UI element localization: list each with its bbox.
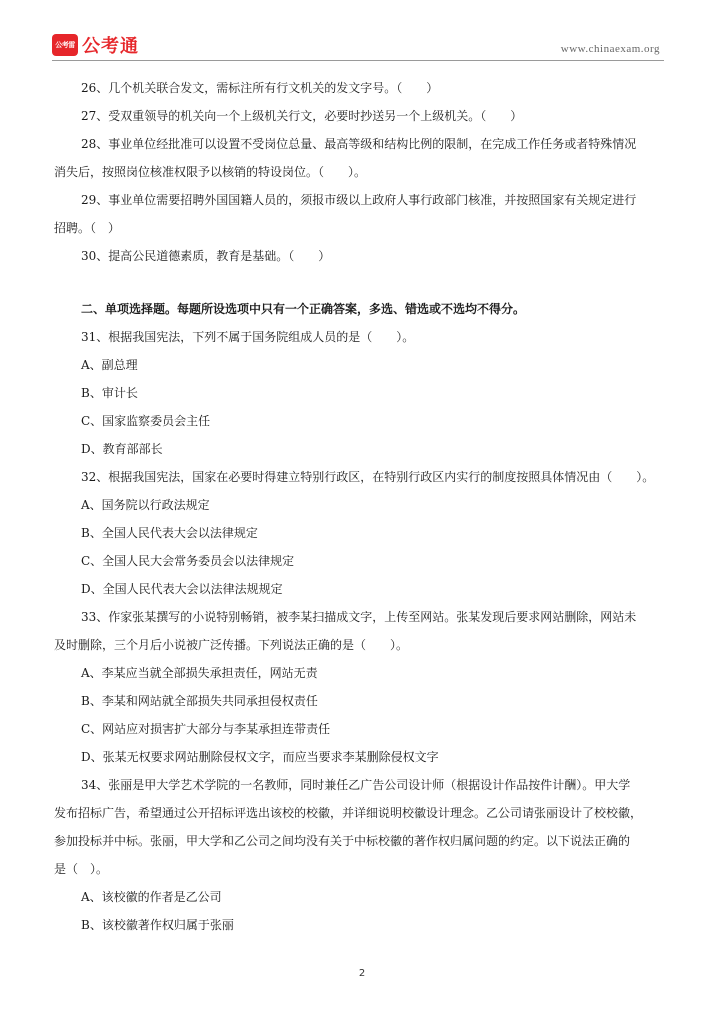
question-30: 30、提高公民道德素质，教育是基础。（ ）	[81, 249, 331, 263]
section-gap	[81, 273, 668, 298]
page-header	[52, 30, 664, 61]
question-31-stem: 31、根据我国宪法，下列不属于国务院组成人员的是（ ）。	[81, 330, 415, 344]
logo-badge: 公考雷	[52, 34, 78, 56]
question-29	[54, 189, 668, 245]
question-32-stem: 32、根据我国宪法，国家在必要时得建立特别行政区，在特别行政区内实行的制度按照具体情况由（ ）。	[81, 470, 655, 484]
question-31-option-d: D、教育部部长	[81, 442, 163, 456]
page-number: 2	[358, 968, 366, 979]
question-33-option-b: B、李某和网站就全部损失共同承担侵权责任	[81, 694, 318, 708]
site-url: www.chinaexam.org	[560, 43, 660, 55]
question-33-option-c: C、网站应对损害扩大部分与李某承担连带责任	[81, 722, 331, 736]
question-33-option-d: D、张某无权要求网站删除侵权文字，而应当要求李某删除侵权文字	[81, 750, 439, 764]
question-29-line-1: 29、事业单位需要招聘外国国籍人员的，须报市级以上政府人事行政部门核准，并按照国家有关规定进行	[81, 193, 637, 207]
question-28	[54, 133, 668, 189]
question-34-option-b: B、该校徽著作权归属于张丽	[81, 918, 234, 932]
question-27: 27、受双重领导的机关向一个上级机关行文，必要时抄送另一个上级机关。（ ）	[81, 109, 523, 123]
question-32-option-c: C、全国人民大会常务委员会以法律规定	[81, 554, 295, 568]
question-34-line-3: 参加投标并中标。张丽，甲大学和乙公司之间均没有关于中标校徽的著作权归属问题的约定。以下说法正确的	[54, 834, 631, 848]
question-26: 26、几个机关联合发文，需标注所有行文机关的发文字号。（ ）	[81, 81, 439, 95]
question-33-line-2: 及时删除，三个月后小说被广泛传播。下列说法正确的是（ ）。	[54, 638, 409, 652]
question-28-line-1: 28、事业单位经批准可以设置不受岗位总量、最高等级和结构比例的限制，在完成工作任务或者特殊情况	[81, 137, 637, 151]
question-34-option-a: A、该校徽的作者是乙公司	[81, 890, 222, 904]
question-34	[54, 774, 668, 886]
question-33-option-a: A、李某应当就全部损失承担责任，网站无责	[81, 666, 318, 680]
question-33	[54, 606, 668, 662]
question-34-line-1: 34、张丽是甲大学艺术学院的一名教师，同时兼任乙广告公司设计师（根据设计作品按件计酬）。甲大学	[81, 778, 631, 792]
question-28-line-2: 消失后，按照岗位核准权限予以核销的特设岗位。（ ）。	[54, 165, 367, 179]
logo	[52, 32, 139, 58]
question-34-line-2: 发布招标广告，希望通过公开招标评选出该校的校徽，并详细说明校徽设计理念。乙公司请张丽设计了校校徽，	[54, 806, 643, 820]
question-34-line-4: 是（ ）。	[54, 862, 109, 876]
document-body	[54, 77, 668, 942]
question-32-option-d: D、全国人民代表大会以法律法规规定	[81, 582, 283, 596]
question-32-option-a: A、国务院以行政法规定	[81, 498, 210, 512]
question-31-option-c: C、国家监察委员会主任	[81, 414, 211, 428]
section-2-title: 二、单项选择题。每题所设选项中只有一个正确答案，多选、错选或不选均不得分。	[81, 302, 526, 316]
logo-text: 公考通	[82, 36, 139, 57]
question-31-option-a: A、副总理	[81, 358, 138, 372]
question-31-option-b: B、审计长	[81, 386, 138, 400]
question-32-option-b: B、全国人民代表大会以法律规定	[81, 526, 258, 540]
question-33-line-1: 33、作家张某撰写的小说特别畅销，被李某扫描成文字，上传至网站。张某发现后要求网站删除，网站未	[81, 610, 637, 624]
question-29-line-2: 招聘。（ ）	[54, 221, 121, 235]
